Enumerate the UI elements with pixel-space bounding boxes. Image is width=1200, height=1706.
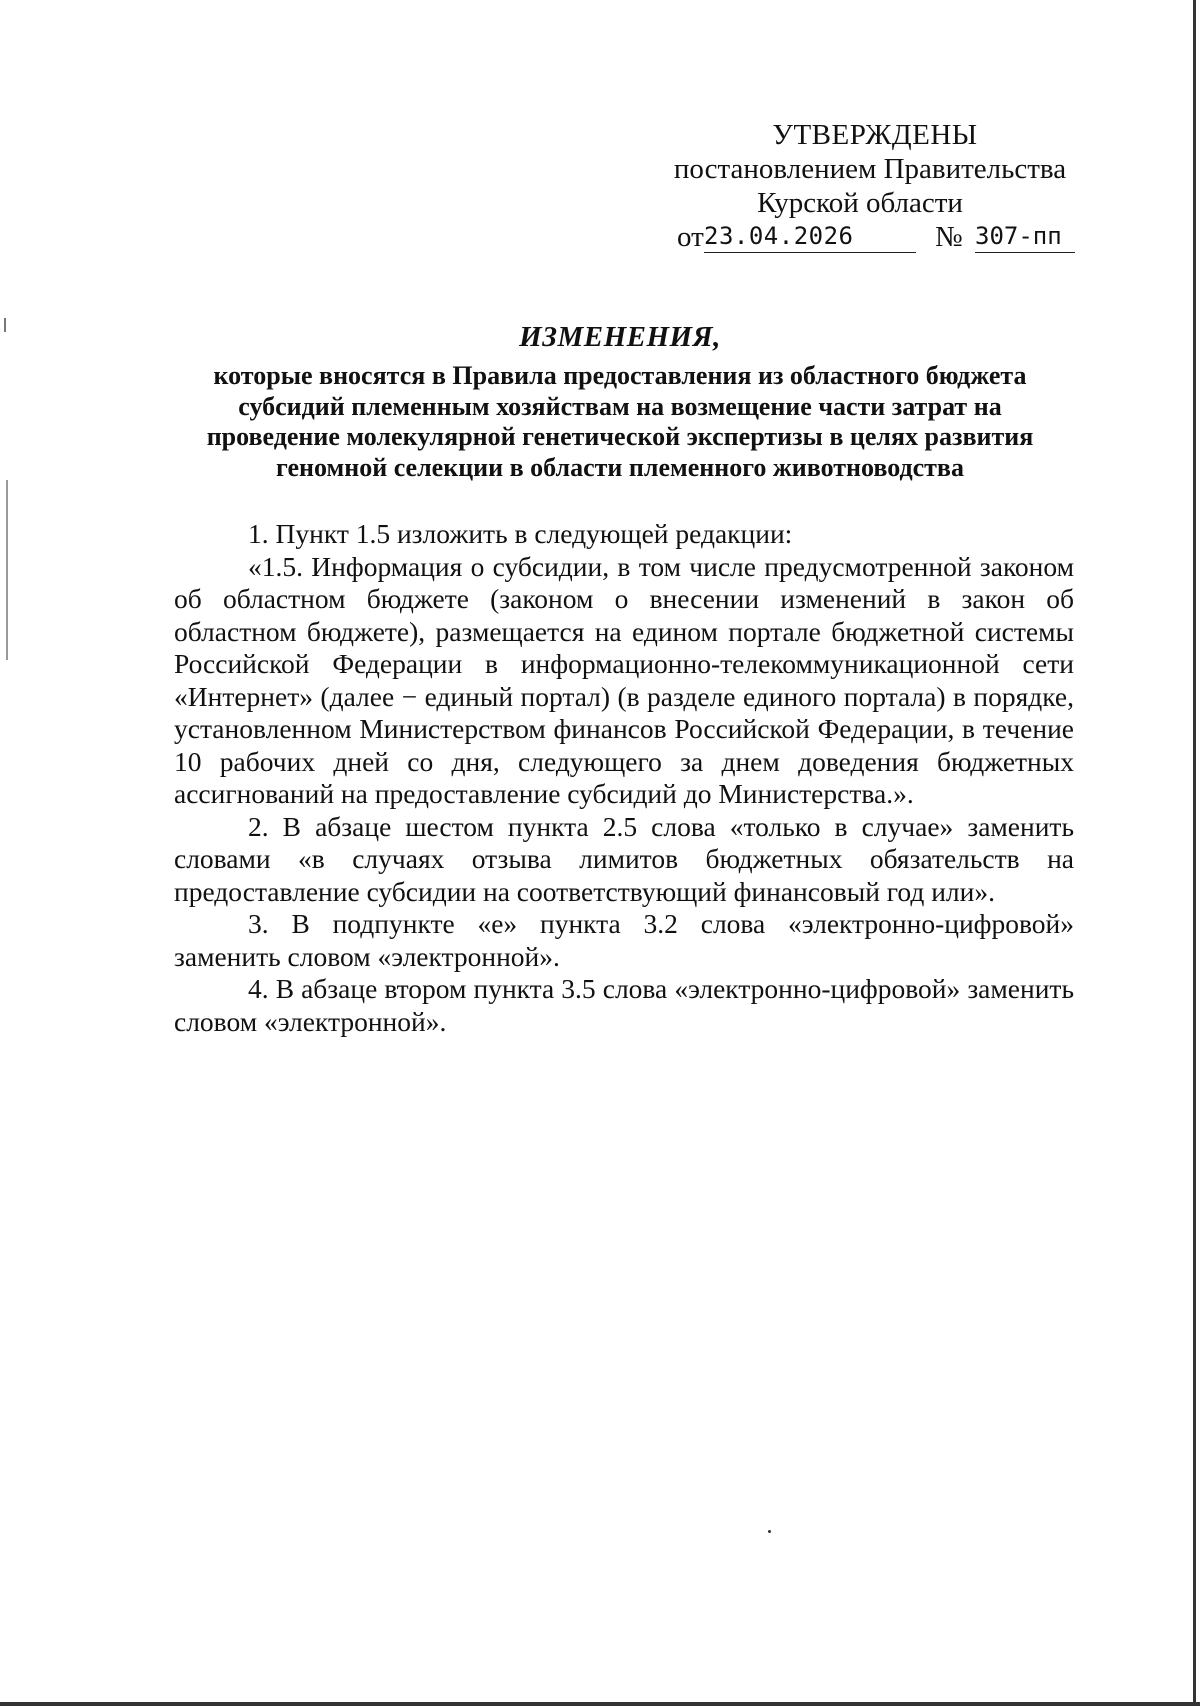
paragraph-4: 4. В абзаце втором пункта 3.5 слова «электронно-цифровой» заменить словом «электронной». [174,973,1074,1037]
document-title: ИЗМЕНЕНИЯ, [519,321,721,353]
paragraph-3: 3. В подпункте «е» пункта 3.2 слова «электронно-цифровой» заменить словом «электронной». [174,908,1074,972]
approval-issuer-line: постановлением Правительства [673,153,1067,185]
scan-artifact-right-edge [1193,0,1196,1706]
scan-artifact-mark [4,318,6,332]
approval-date: 23.04.2026 [704,220,916,253]
scan-artifact-dot [768,1530,771,1533]
date-prefix: от [677,221,704,253]
approval-region-line: Курской области [757,187,963,219]
approval-block [660,118,1080,256]
document-body [174,518,1074,1038]
approval-title: УТВЕРЖДЕНЫ [772,119,978,151]
paragraph-quote: «1.5. Информация о субсидии, в том числе предусмотренной законом об областном бюджете (законом о внесении изменений в закон об областном бюджете), размещается на едином портале бюджетной системы Российской Федерации в информационно-телекоммуникационной сети «Интернет» (далее − единый портал) (в разделе единого портала) в порядке, установленном Министерством финансов Российской Федерации, в течение 10 рабочих дней со дня, следующего за днем доведения бюджетных ассигнований на предоставление субсидий до Министерства.». [174,550,1074,809]
document-heading [170,318,1070,483]
scan-artifact-left-edge [6,480,8,660]
approval-number: 307-пп [975,220,1075,253]
paragraph-2: 2. В абзаце шестом пункта 2.5 слова «только в случае» заменить словами «в случаях отзыва лимитов бюджетных обязательств на предоставление субсидии на соответствующий финансовый год или». [174,810,1074,907]
number-prefix: № [935,221,963,253]
paragraph-1: 1. Пункт 1.5 изложить в следующей редакции: [248,518,793,549]
scan-artifact-bottom-edge [0,1702,1200,1706]
document-subtitle: которые вносятся в Правила предоставления из областного бюджета субсидий племенным хозяйствам на возмещение части затрат на проведение молекулярной генетической экспертизы в целях развития геномной селекции в области племенного животноводства [206,361,1034,482]
approval-date-line [660,220,1080,256]
